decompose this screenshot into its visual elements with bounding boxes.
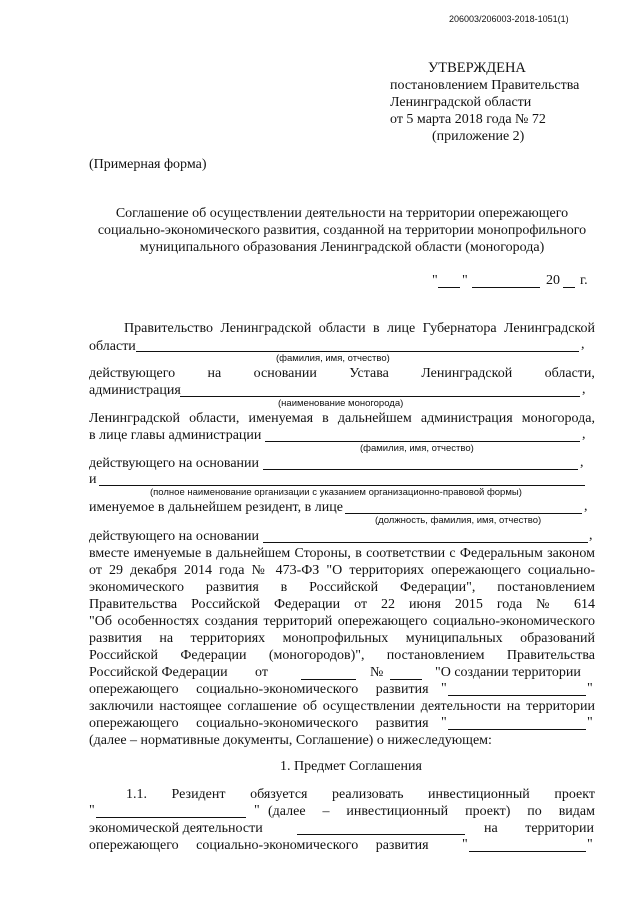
body-line-6: развития на территориях монопрофильных муниципальных образований [89, 631, 595, 646]
body-line-7: Российской Федерации (моногородов)", постановлением Правительства [89, 648, 595, 663]
territory-name-field-3[interactable] [469, 851, 586, 852]
governor-name-field[interactable] [136, 351, 579, 352]
body2-l1d: "О создании территории [435, 665, 581, 680]
resident-representative-field[interactable] [345, 513, 582, 514]
basis-field-1[interactable] [263, 469, 578, 470]
title-line-3: муниципального образования Ленинградской области (моногорода) [139, 240, 545, 255]
basis-field-2[interactable] [263, 542, 588, 543]
section-1-line-3a: экономической деятельности [89, 821, 263, 836]
appendix-label: (приложение 2) [432, 129, 525, 144]
body-line-5: "Об особенностях создания территорий опережающего социально-экономического [89, 614, 595, 629]
section-1-line-1: 1.1. Резидент обязуется реализовать инвестиционный проект [126, 787, 595, 802]
project-name-field[interactable] [96, 817, 246, 818]
organization-name-field[interactable] [99, 485, 585, 486]
body-line-4: Правительства Российской Федерации от 22 июня 2015 года № 614 [89, 597, 595, 612]
caption-fio-2: (фамилия, имя, отчество) [360, 443, 474, 454]
parties-line-4: администрация [89, 383, 181, 398]
body2-l4a: опережающего социально-экономического развития [89, 716, 429, 731]
caption-organization: (полное наименование организации с указанием организационно-правовой формы) [150, 487, 522, 498]
date-day-field[interactable] [438, 287, 460, 288]
body2-l1c: № [370, 665, 384, 680]
form-label: (Примерная форма) [89, 157, 207, 172]
body2-l2a: опережающего социально-экономического развития [89, 682, 429, 697]
parties-line-1: Правительство Ленинградской области в лице Губернатора Ленинградской [124, 321, 595, 336]
parties-line-6: в лице главы администрации [89, 428, 262, 443]
body2-l3: заключили настоящее соглашение об осуществлении деятельности на территории [89, 699, 595, 714]
approved-region: Ленинградской области [390, 95, 532, 110]
date-year-suffix: г. [580, 273, 588, 288]
date-year-prefix: 20 [546, 273, 560, 288]
territory-name-field-2[interactable] [448, 729, 586, 730]
section-1-heading: 1. Предмет Соглашения [280, 759, 422, 774]
caption-fio-1: (фамилия, имя, отчество) [276, 353, 390, 364]
parties-line-9: именуемое в дальнейшем резидент, в лице [89, 500, 343, 515]
body-line-1: вместе именуемые в дальнейшем Стороны, в соответствии с Федеральным законом [89, 546, 595, 561]
caption-monotown: (наименование моногорода) [278, 398, 404, 409]
body2-l1a: Российской Федерации [89, 665, 228, 680]
parties-line-3: действующего на основании Устава Ленинградской области, [89, 366, 595, 381]
approved-heading: УТВЕРЖДЕНА [428, 60, 526, 76]
document-id: 206003/206003-2018-1051(1) [449, 14, 569, 24]
activity-type-field[interactable] [297, 834, 465, 835]
resolution-number-field[interactable] [390, 679, 422, 680]
title-line-1: Соглашение об осуществлении деятельности на территории опережающего [115, 206, 569, 221]
date-month-field[interactable] [472, 287, 540, 288]
section-1-line-3b: на территории [484, 821, 594, 836]
monotown-name-field[interactable] [180, 396, 580, 397]
parties-line-7: действующего на основании [89, 456, 260, 471]
date-quote-open: " [432, 273, 438, 288]
caption-position: (должность, фамилия, имя, отчество) [375, 515, 542, 526]
head-name-field[interactable] [265, 441, 580, 442]
parties-line-2: области [89, 339, 136, 354]
date-quote-close: " [462, 273, 468, 288]
body2-l5: (далее – нормативные документы, Соглашение) о нижеследующем: [89, 733, 492, 748]
section-1-line-4: опережающего социально-экономического развития [89, 838, 429, 853]
date-year-field[interactable] [563, 287, 575, 288]
parties-line-8: и [89, 472, 97, 487]
territory-name-field-1[interactable] [448, 695, 586, 696]
resolution-date-field[interactable] [301, 679, 356, 680]
parties-line-10: действующего на основании [89, 529, 260, 544]
body-line-3: экономического развития в Российской Федерации", постановлением [89, 580, 595, 595]
approved-by: постановлением Правительства [390, 78, 580, 93]
section-1-line-2: (далее – инвестиционный проект) по видам [268, 804, 595, 819]
parties-line-5: Ленинградской области, именуемая в дальнейшем администрация моногорода, [89, 411, 595, 426]
body2-l1b: от [255, 665, 268, 680]
body-line-2: от 29 декабря 2014 года № 473-ФЗ "О территориях опережающего социально- [89, 563, 595, 578]
title-line-2: социально-экономического развития, созданной на территории монопрофильного [97, 223, 587, 238]
approved-date: от 5 марта 2018 года № 72 [390, 112, 546, 127]
